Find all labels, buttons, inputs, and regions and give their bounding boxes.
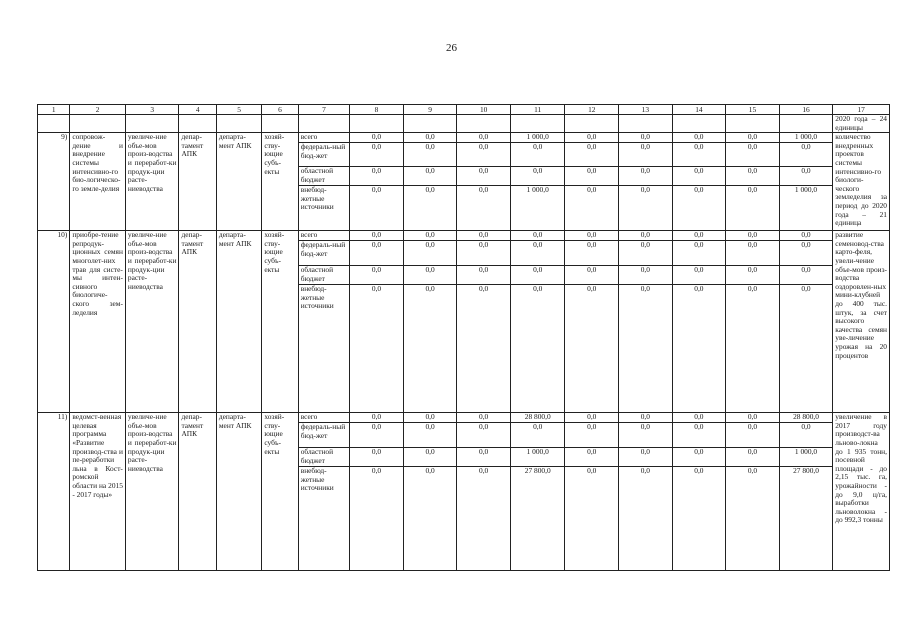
funding-value: 0,0 (672, 186, 726, 231)
funding-value: 0,0 (457, 423, 511, 448)
column-header-4: 4 (179, 105, 216, 115)
funding-value: 0,0 (565, 167, 619, 186)
carry-result-cell: 2020 года – 24 единицы (833, 115, 890, 133)
funding-value: 0,0 (350, 285, 404, 413)
measure-mechanism: увеличе-ние объе-мов произ-водства и переработ-ки продук-ции расте-ниеводства (125, 133, 179, 231)
funding-value: 0,0 (726, 448, 780, 467)
column-header-17: 17 (833, 105, 890, 115)
column-header-7: 7 (298, 105, 350, 115)
funding-value: 0,0 (565, 186, 619, 231)
carry-empty-cell (510, 115, 565, 133)
funding-value: 0,0 (672, 285, 726, 413)
carry-empty-cell (350, 115, 404, 133)
funding-value: 1 000,0 (779, 133, 833, 143)
funding-value: 0,0 (672, 266, 726, 285)
funding-value: 1 000,0 (510, 186, 565, 231)
funding-value: 0,0 (779, 266, 833, 285)
funding-value: 0,0 (779, 231, 833, 241)
column-header-8: 8 (350, 105, 404, 115)
funding-value: 0,0 (350, 413, 404, 423)
funding-value: 0,0 (672, 448, 726, 467)
funding-value: 0,0 (457, 448, 511, 467)
funding-value: 0,0 (726, 167, 780, 186)
carry-empty-cell (403, 115, 457, 133)
funding-value: 0,0 (565, 143, 619, 167)
funding-value: 0,0 (565, 423, 619, 448)
funding-value: 0,0 (457, 167, 511, 186)
funding-value: 0,0 (403, 266, 457, 285)
funding-value: 0,0 (457, 467, 511, 571)
funding-value: 0,0 (619, 241, 673, 266)
carry-empty-cell (262, 115, 298, 133)
carry-empty-cell (70, 115, 126, 133)
funding-value: 28 800,0 (510, 413, 565, 423)
funding-value: 0,0 (619, 186, 673, 231)
measure-name: ведомст-венная целевая программа «Развитие производ-ства и пе-реработки льна в Кост-ромской области на 2015 - 2017 годы» (70, 413, 126, 571)
column-header-13: 13 (619, 105, 673, 115)
funding-source-label: всего (298, 231, 350, 241)
responsible-executor: депар-тамент АПК (179, 413, 216, 571)
column-header-3: 3 (125, 105, 179, 115)
funding-value: 0,0 (403, 448, 457, 467)
funding-value: 1 000,0 (510, 448, 565, 467)
funding-value: 0,0 (457, 133, 511, 143)
funding-value: 0,0 (350, 143, 404, 167)
funding-value: 0,0 (350, 186, 404, 231)
funding-value: 0,0 (457, 266, 511, 285)
column-header-16: 16 (779, 105, 833, 115)
funding-value: 0,0 (457, 231, 511, 241)
funding-value: 0,0 (619, 423, 673, 448)
funding-value: 0,0 (726, 133, 780, 143)
funding-value: 0,0 (619, 467, 673, 571)
measure-row (38, 231, 890, 241)
funding-value: 0,0 (565, 285, 619, 413)
funding-source-label: внебюд-жетные источники (298, 186, 350, 231)
funding-value: 0,0 (619, 143, 673, 167)
funding-value: 0,0 (726, 413, 780, 423)
funding-value: 0,0 (619, 448, 673, 467)
measure-mechanism: увеличе-ние объе-мов произ-водства и переработ-ки продук-ции расте-ниеводства (125, 231, 179, 413)
funding-value: 27 800,0 (510, 467, 565, 571)
funding-value: 0,0 (350, 467, 404, 571)
funding-value: 0,0 (672, 413, 726, 423)
funding-source-label: внебюд-жетные источники (298, 285, 350, 413)
responsible-executor: депар-тамент АПК (179, 231, 216, 413)
column-header-5: 5 (216, 105, 261, 115)
funding-value: 0,0 (726, 467, 780, 571)
funding-source-label: федераль-ный бюд-жет (298, 423, 350, 448)
expected-result: развитие семеновод-ства карто-феля, увели-чение объе-мов произ-водства оздоровлен-ных мини-клубней до 400 тыс. штук, за счет высокого качества семян уве-личение урожая на 20 процентов (833, 231, 890, 413)
carry-empty-cell (457, 115, 511, 133)
funding-source-label: федераль-ный бюд-жет (298, 143, 350, 167)
funding-value: 28 800,0 (779, 413, 833, 423)
funding-source-label: областной бюджет (298, 448, 350, 467)
funding-value: 0,0 (350, 167, 404, 186)
funding-value: 0,0 (565, 241, 619, 266)
carry-empty-cell (672, 115, 726, 133)
co-executor: департа-мент АПК (216, 133, 261, 231)
funding-value: 0,0 (510, 231, 565, 241)
funding-value: 0,0 (403, 467, 457, 571)
column-header-14: 14 (672, 105, 726, 115)
funding-source-label: всего (298, 133, 350, 143)
funding-value: 0,0 (403, 413, 457, 423)
funding-value: 1 000,0 (779, 186, 833, 231)
funding-value: 0,0 (457, 241, 511, 266)
funding-value: 0,0 (457, 143, 511, 167)
funding-value: 0,0 (779, 241, 833, 266)
program-table (37, 104, 890, 571)
funding-value: 0,0 (565, 266, 619, 285)
column-header-6: 6 (262, 105, 298, 115)
funding-value: 0,0 (350, 133, 404, 143)
carry-empty-cell (125, 115, 179, 133)
co-executor: департа-мент АПК (216, 231, 261, 413)
funding-value: 0,0 (565, 231, 619, 241)
funding-value: 0,0 (565, 133, 619, 143)
funding-source-label: внебюд-жетные источники (298, 467, 350, 571)
funding-value: 0,0 (779, 285, 833, 413)
funding-value: 0,0 (403, 241, 457, 266)
funding-value: 0,0 (510, 241, 565, 266)
expected-result: количество внедренных проектов системы интенсивно-го биологи-ческого земледелия за период до 2020 года – 21 единица (833, 133, 890, 231)
funding-value: 0,0 (510, 266, 565, 285)
funding-value: 0,0 (672, 241, 726, 266)
funding-value: 0,0 (672, 167, 726, 186)
funding-value: 0,0 (672, 423, 726, 448)
funding-value: 0,0 (510, 423, 565, 448)
funding-value: 0,0 (672, 467, 726, 571)
measure-name: сопровож-дение и внедрение системы интенсивно-го био-логическо-го земле-делия (70, 133, 126, 231)
funding-value: 27 800,0 (779, 467, 833, 571)
funding-value: 0,0 (779, 167, 833, 186)
funding-value: 0,0 (672, 143, 726, 167)
funding-value: 0,0 (726, 143, 780, 167)
funding-value: 0,0 (619, 266, 673, 285)
funding-value: 0,0 (565, 467, 619, 571)
responsible-executor: депар-тамент АПК (179, 133, 216, 231)
funding-value: 0,0 (779, 143, 833, 167)
column-header-11: 11 (510, 105, 565, 115)
carry-empty-cell (726, 115, 780, 133)
funding-source-label: областной бюджет (298, 266, 350, 285)
funding-value: 0,0 (403, 133, 457, 143)
column-header-2: 2 (70, 105, 126, 115)
funding-value: 0,0 (510, 143, 565, 167)
funding-value: 1 000,0 (510, 133, 565, 143)
measure-mechanism: увеличе-ние объе-мов произ-водства и переработ-ки продук-ции расте-ниеводства (125, 413, 179, 571)
funding-value: 1 000,0 (779, 448, 833, 467)
funding-value: 0,0 (457, 285, 511, 413)
participants: хозяй-ству-ющие субъ-екты (262, 413, 298, 571)
funding-value: 0,0 (726, 423, 780, 448)
funding-value: 0,0 (403, 285, 457, 413)
funding-value: 0,0 (350, 448, 404, 467)
funding-value: 0,0 (403, 143, 457, 167)
funding-value: 0,0 (672, 133, 726, 143)
funding-value: 0,0 (403, 231, 457, 241)
carry-empty-cell (565, 115, 619, 133)
funding-value: 0,0 (565, 448, 619, 467)
funding-value: 0,0 (726, 285, 780, 413)
funding-value: 0,0 (619, 231, 673, 241)
funding-value: 0,0 (619, 167, 673, 186)
funding-value: 0,0 (672, 231, 726, 241)
page-number: 26 (446, 42, 457, 54)
funding-value: 0,0 (403, 167, 457, 186)
measure-row (38, 133, 890, 143)
row-number: 10) (38, 231, 70, 413)
funding-value: 0,0 (457, 186, 511, 231)
carry-empty-cell (216, 115, 261, 133)
funding-value: 0,0 (350, 231, 404, 241)
funding-value: 0,0 (457, 413, 511, 423)
column-header-9: 9 (403, 105, 457, 115)
carry-empty-cell (619, 115, 673, 133)
funding-value: 0,0 (726, 241, 780, 266)
funding-value: 0,0 (619, 413, 673, 423)
funding-value: 0,0 (779, 423, 833, 448)
funding-value: 0,0 (510, 285, 565, 413)
funding-value: 0,0 (726, 266, 780, 285)
column-header-15: 15 (726, 105, 780, 115)
funding-value: 0,0 (350, 423, 404, 448)
funding-value: 0,0 (726, 186, 780, 231)
funding-value: 0,0 (350, 241, 404, 266)
funding-source-label: федераль-ный бюд-жет (298, 241, 350, 266)
participants: хозяй-ству-ющие субъ-екты (262, 231, 298, 413)
carry-empty-cell (298, 115, 350, 133)
funding-value: 0,0 (403, 186, 457, 231)
funding-value: 0,0 (350, 266, 404, 285)
funding-value: 0,0 (619, 285, 673, 413)
row-number: 9) (38, 133, 70, 231)
funding-value: 0,0 (726, 231, 780, 241)
column-header-1: 1 (38, 105, 70, 115)
measure-row (38, 413, 890, 423)
carry-empty-cell (38, 115, 70, 133)
carry-empty-cell (179, 115, 216, 133)
funding-value: 0,0 (565, 413, 619, 423)
header-row (38, 105, 890, 115)
carry-over-row (38, 115, 890, 133)
funding-source-label: всего (298, 413, 350, 423)
column-header-12: 12 (565, 105, 619, 115)
funding-value: 0,0 (403, 423, 457, 448)
participants: хозяй-ству-ющие субъ-екты (262, 133, 298, 231)
co-executor: департа-мент АПК (216, 413, 261, 571)
funding-source-label: областной бюджет (298, 167, 350, 186)
column-header-10: 10 (457, 105, 511, 115)
funding-value: 0,0 (619, 133, 673, 143)
carry-empty-cell (779, 115, 833, 133)
expected-result: увеличение в 2017 году производст-ва льново-локна до 1 935 тонн, посевной площади - до 2,15 тыс. га, урожайности - до 9,0 ц/га, выработки льноволокна - до 992,3 тонны (833, 413, 890, 571)
funding-value: 0,0 (510, 167, 565, 186)
measure-name: приобре-тение репродук-ционных семян многолет-них трав для систе-мы интен-сивного биологиче-ского зем-леделия (70, 231, 126, 413)
row-number: 11) (38, 413, 70, 571)
